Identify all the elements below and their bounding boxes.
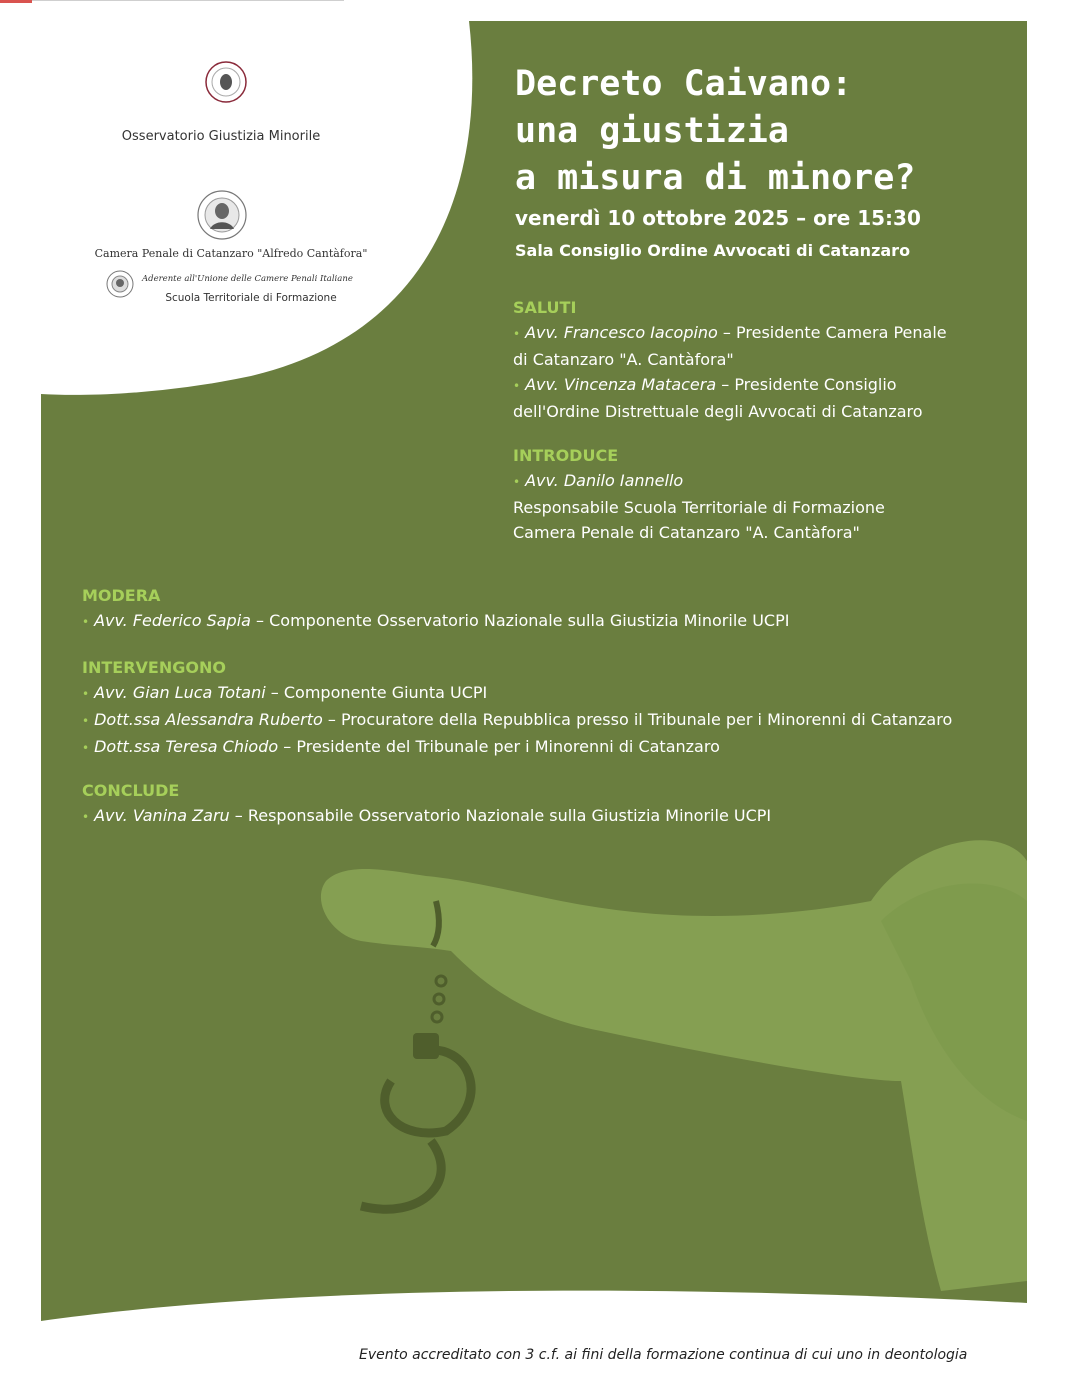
observatorio-seal-logo <box>203 59 249 105</box>
speaker-role: – Componente Giunta UCPI <box>265 683 488 702</box>
event-title <box>515 61 915 202</box>
speaker-role: Responsabile Scuola Territoriale di Formazione <box>513 498 885 517</box>
bullet-icon: • <box>82 687 90 701</box>
speaker-name: Avv. Vincenza Matacera <box>525 375 717 394</box>
intervengono-heading: INTERVENGONO <box>82 658 226 677</box>
speaker-line <box>82 803 771 830</box>
bullet-icon: • <box>82 741 90 755</box>
speaker-role: – Presidente del Tribunale per i Minorenni di Catanzaro <box>278 737 720 756</box>
saluti-section <box>513 296 947 424</box>
bullet-icon: • <box>82 714 90 728</box>
speaker-name: Avv. Francesco Iacopino <box>525 323 718 342</box>
saluti-heading: SALUTI <box>513 298 577 317</box>
event-poster <box>41 21 1027 1387</box>
conclude-section <box>82 779 771 830</box>
speaker-line <box>513 320 947 347</box>
speaker-role: – Responsabile Osservatorio Nazionale sulla Giustizia Minorile UCPI <box>229 806 772 825</box>
top-border-strip <box>0 0 344 1</box>
event-venue: Sala Consiglio Ordine Avvocati di Catanzaro <box>515 241 911 260</box>
aderente-ucpi-label: Aderente all'Unione delle Camere Penali Italiane <box>142 274 353 284</box>
title-line: una giustizia <box>515 111 789 151</box>
bullet-icon: • <box>82 615 90 629</box>
bullet-icon: • <box>513 327 521 341</box>
observatorio-label: Osservatorio Giustizia Minorile <box>121 129 321 144</box>
speaker-name: Avv. Danilo Iannello <box>525 471 684 490</box>
speaker-name: Dott.ssa Alessandra Ruberto <box>94 710 323 729</box>
speaker-role: – Presidente Camera Penale <box>717 323 947 342</box>
top-red-mark <box>0 0 32 3</box>
intervengono-section <box>82 656 952 761</box>
modera-section <box>82 584 789 635</box>
speaker-line <box>82 707 952 734</box>
speaker-name: Dott.ssa Teresa Chiodo <box>94 737 279 756</box>
speaker-line <box>82 608 789 635</box>
event-date-time: venerdì 10 ottobre 2025 – ore 15:30 <box>515 206 921 230</box>
title-line: a misura di minore? <box>515 158 916 198</box>
speaker-line <box>513 468 885 495</box>
speaker-name: Avv. Vanina Zaru <box>94 806 230 825</box>
speaker-name: Avv. Federico Sapia <box>94 611 251 630</box>
bullet-icon: • <box>513 475 521 489</box>
conclude-heading: CONCLUDE <box>82 781 180 800</box>
speaker-line <box>513 372 947 399</box>
speaker-line <box>82 734 952 761</box>
speaker-role: – Presidente Consiglio <box>716 375 897 394</box>
introduce-heading: INTRODUCE <box>513 446 619 465</box>
bullet-icon: • <box>513 379 521 393</box>
scuola-territoriale-label: Scuola Territoriale di Formazione <box>165 292 337 304</box>
camera-penale-label: Camera Penale di Catanzaro "Alfredo Cantàfora" <box>94 247 368 260</box>
camera-penale-seal-logo <box>196 189 248 241</box>
speaker-role-continued: Camera Penale di Catanzaro "A. Cantàfora" <box>513 523 860 542</box>
speaker-line <box>82 680 952 707</box>
speaker-role-continued: di Catanzaro "A. Cantàfora" <box>513 350 734 369</box>
speaker-role-continued: dell'Ordine Distrettuale degli Avvocati di Catanzaro <box>513 402 923 421</box>
accreditation-note: Evento accreditato con 3 c.f. ai fini della formazione continua di cui uno in deontologia <box>359 1347 968 1363</box>
speaker-role: – Procuratore della Repubblica presso il Tribunale per i Minorenni di Catanzaro <box>322 710 953 729</box>
speaker-name: Avv. Gian Luca Totani <box>94 683 266 702</box>
speaker-role: – Componente Osservatorio Nazionale sulla Giustizia Minorile UCPI <box>250 611 790 630</box>
bullet-icon: • <box>82 810 90 824</box>
introduce-section <box>513 444 885 545</box>
modera-heading: MODERA <box>82 586 161 605</box>
title-line: Decreto Caivano: <box>515 64 853 104</box>
